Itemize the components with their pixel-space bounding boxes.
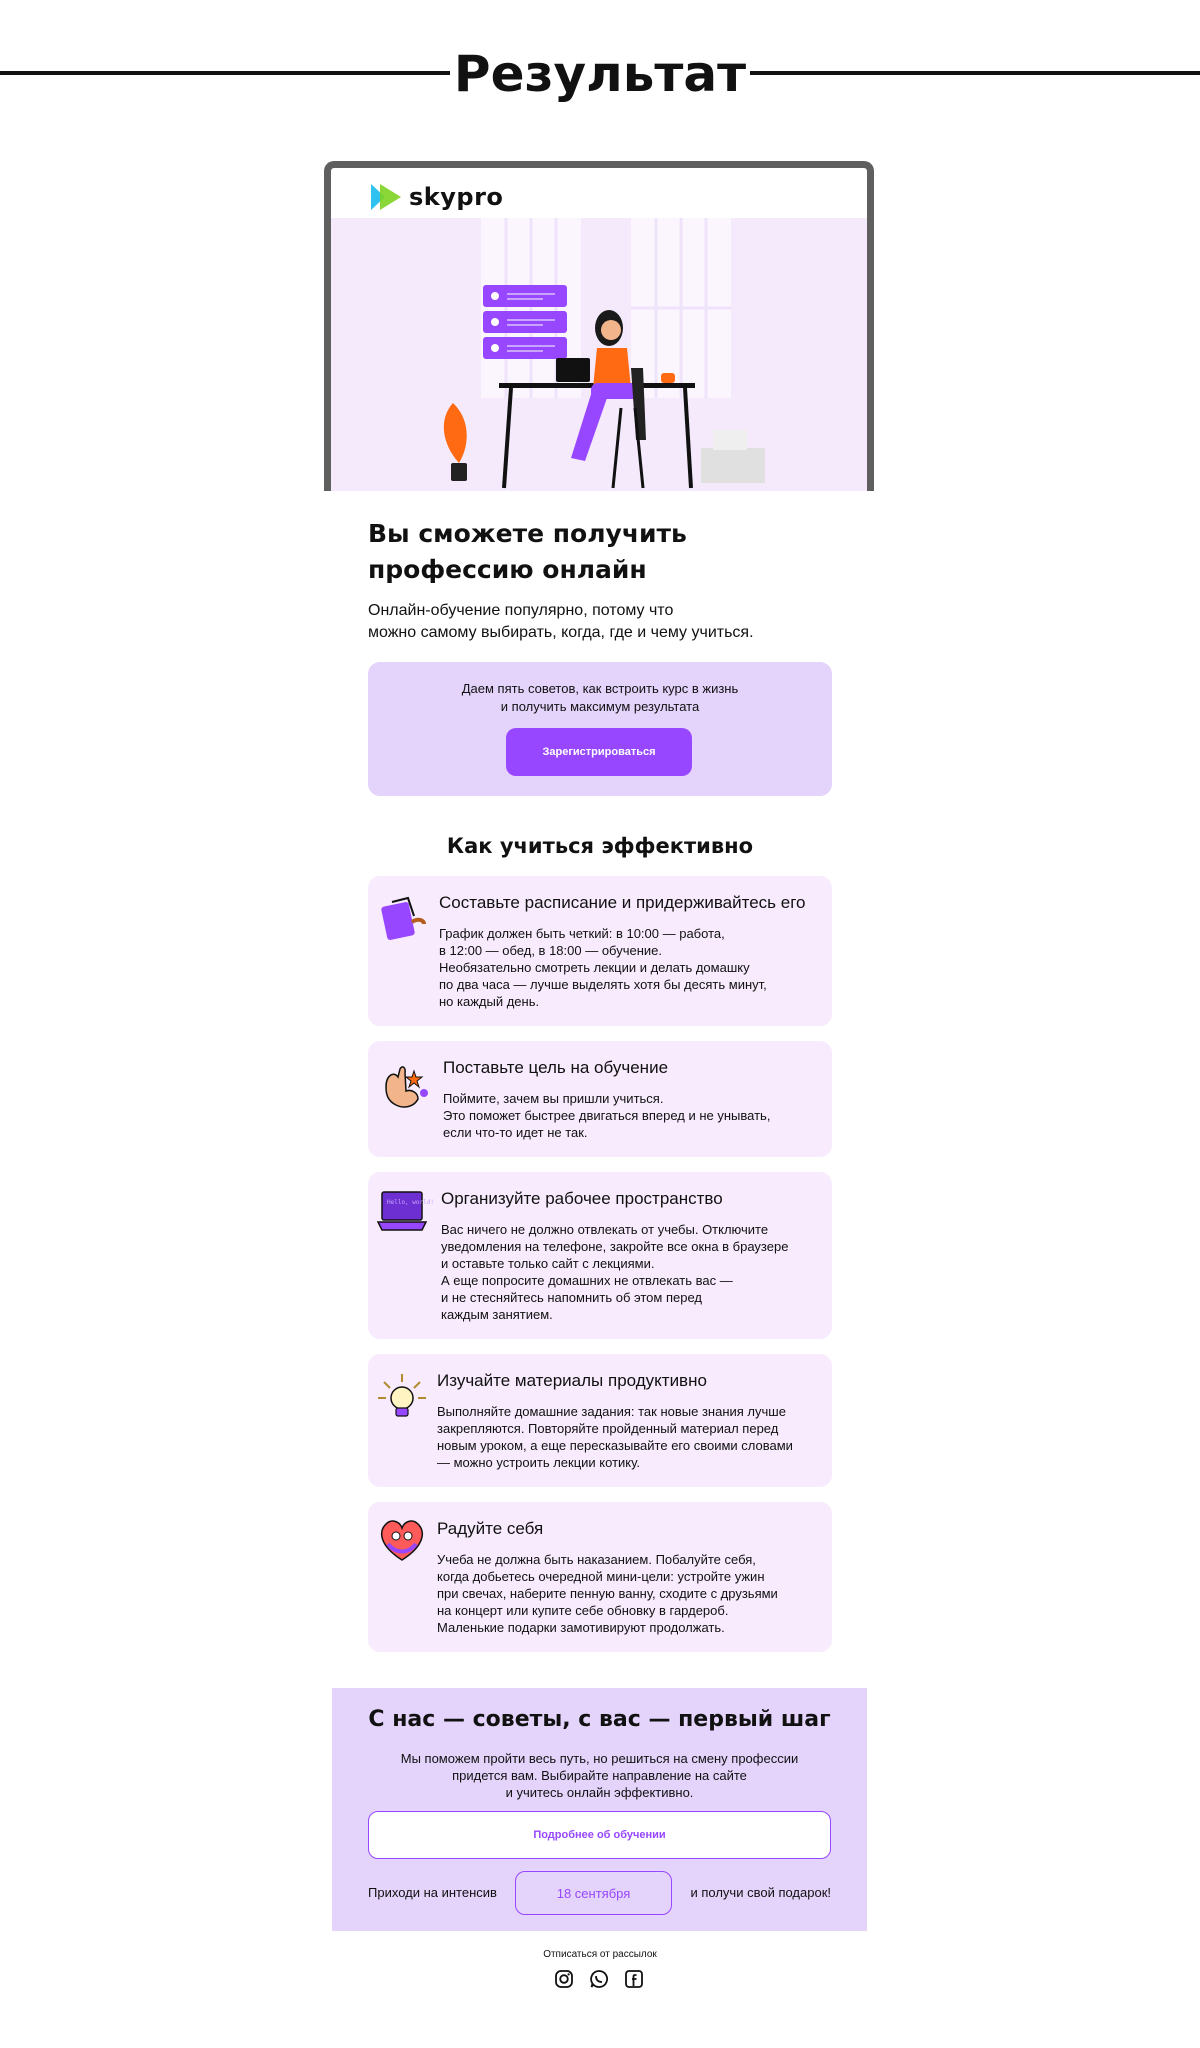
tip-card-reward — [368, 1502, 832, 1652]
tip-line: уведомления на телефоне, закройте все окна в браузере — [441, 1239, 789, 1254]
tip-body — [443, 1090, 770, 1141]
instagram-icon[interactable] — [554, 1969, 574, 1989]
tip-line: при свечах, наберите пенную ванну, сходите с друзьями — [437, 1586, 778, 1601]
final-text-line3: и учитесь онлайн эффективно. — [505, 1785, 694, 1800]
logo-text: skypro — [409, 183, 504, 211]
tip-line: Вас ничего не должно отвлекать от учебы. Отключите — [441, 1222, 769, 1237]
browser-frame-bottom — [324, 482, 874, 491]
header-line-left — [0, 71, 450, 75]
heart-icon — [376, 1514, 428, 1566]
tip-body — [437, 1551, 778, 1636]
shelf-blocks — [483, 285, 567, 359]
tip-line: новым уроком, а еще пересказывайте его своими словами — [437, 1438, 793, 1453]
tip-card-goal — [368, 1041, 832, 1157]
intensive-date-button[interactable]: 18 сентября — [515, 1871, 672, 1915]
intro-text-line2: можно самому выбирать, когда, где и чему учиться. — [368, 624, 754, 641]
final-title: С нас — советы, с вас — первый шаг — [368, 1707, 831, 1732]
tip-line: каждым занятием. — [441, 1307, 553, 1322]
plant — [444, 403, 467, 481]
final-section — [332, 1688, 867, 1931]
intro-text — [368, 600, 848, 644]
tip-line: Необязательно смотреть лекции и делать домашку — [439, 960, 750, 975]
skypro-logo[interactable] — [371, 182, 503, 212]
tip-line: и оставьте только сайт с лекциями. — [441, 1256, 655, 1271]
book-icon — [378, 892, 430, 944]
skypro-logo-icon — [371, 184, 401, 210]
tip-line: Это поможет быстрее двигаться вперед и не унывать, — [443, 1108, 771, 1123]
browser-frame — [324, 161, 874, 491]
final-text-line2: придется вам. Выбирайте направление на сайте — [452, 1768, 747, 1783]
cta-box — [368, 662, 832, 796]
hand-star-icon — [378, 1061, 430, 1113]
tip-title: Составьте расписание и придерживайтесь его — [439, 893, 806, 912]
tip-card-workspace — [368, 1172, 832, 1339]
intensive-left-text: Приходи на интенсив — [368, 1885, 497, 1900]
tip-line: А еще попросите домашних не отвлекать вас — — [441, 1273, 733, 1288]
facebook-icon[interactable] — [624, 1969, 644, 1989]
intro-text-line1: Онлайн-обучение популярно, потому что — [368, 602, 674, 619]
unsubscribe-link[interactable]: Отписаться от рассылок — [543, 1949, 657, 1960]
final-text-line1: Мы поможем пройти весь путь, но решиться на смену профессии — [400, 1751, 799, 1766]
tip-body — [441, 1221, 788, 1323]
cta-text-line1: Даем пять советов, как встроить курс в жизнь — [461, 681, 739, 696]
tip-title: Организуйте рабочее пространство — [441, 1189, 723, 1208]
tip-card-schedule — [368, 876, 832, 1026]
tip-body — [439, 925, 767, 1010]
tip-line: на концерт или купите себе обновку в гардероб. — [437, 1603, 729, 1618]
tip-line: Поймите, зачем вы пришли учиться. — [443, 1091, 664, 1106]
tip-title: Изучайте материалы продуктивно — [437, 1371, 707, 1390]
intensive-row — [368, 1871, 831, 1915]
tip-line: Выполняйте домашние задания: так новые знания лучше — [437, 1404, 786, 1419]
whatsapp-icon[interactable] — [589, 1969, 609, 1989]
lightbulb-icon — [376, 1372, 428, 1424]
intro-title — [368, 516, 828, 588]
tip-title: Поставьте цель на обучение — [443, 1058, 669, 1077]
tip-line: и не стесняйтесь напомнить об этом перед — [441, 1290, 702, 1305]
hero-illustration — [331, 218, 867, 491]
tip-line: когда добьетесь очередной мини-цели: устройте ужин — [437, 1569, 765, 1584]
final-text — [372, 1750, 827, 1801]
tip-line: но каждый день. — [439, 994, 540, 1009]
tip-line: График должен быть четкий: в 10:00 — работа, — [439, 926, 725, 941]
page-title: Результат — [453, 45, 747, 103]
svg-text:Hello, world!: Hello, world! — [387, 1199, 434, 1206]
tip-line: Маленькие подарки замотивируют продолжать. — [437, 1620, 725, 1635]
tip-title: Радуйте себя — [437, 1519, 544, 1538]
cta-text-line2: и получить максимум результата — [500, 699, 700, 714]
header-line-right — [750, 71, 1200, 75]
tip-card-materials — [368, 1354, 832, 1487]
tip-line: по два часа — лучше выделять хотя бы десять минут, — [439, 977, 767, 992]
tip-line: если что-то идет не так. — [443, 1125, 588, 1140]
register-button[interactable]: Зарегистрироваться — [506, 728, 692, 776]
tip-line: Учеба не должна быть наказанием. Побалуйте себя, — [437, 1552, 756, 1567]
laptop-icon — [376, 1186, 434, 1238]
intro-title-line1: Вы сможете получить — [368, 519, 687, 548]
tip-body — [437, 1403, 793, 1471]
cta-text — [368, 680, 832, 716]
learn-more-button[interactable]: Подробнее об обучении — [368, 1811, 831, 1859]
tip-line: — можно устроить лекции котику. — [437, 1455, 640, 1470]
tip-line: закрепляются. Повторяйте пройденный материал перед — [437, 1421, 779, 1436]
tip-line: в 12:00 — обед, в 18:00 — обучение. — [439, 943, 663, 958]
section-title: Как учиться эффективно — [446, 834, 754, 858]
intro-title-line2: профессию онлайн — [368, 555, 647, 584]
intensive-right-text: и получи свой подарок! — [690, 1885, 831, 1900]
